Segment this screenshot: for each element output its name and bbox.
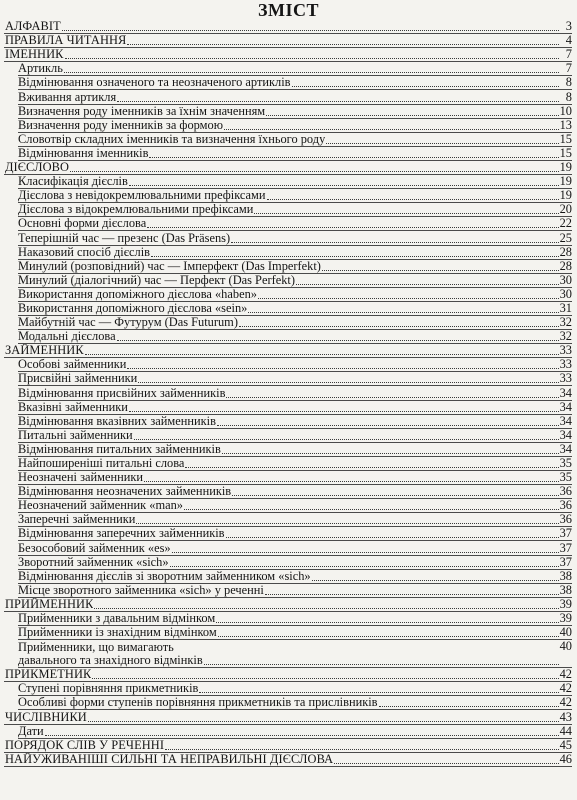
toc-entry-title: Відмінювання дієслів зі зворотним займенником «sich» <box>18 569 311 583</box>
toc-subsection-entry <box>18 119 572 133</box>
toc-page-number: 37 <box>559 540 572 555</box>
toc-page-number: 32 <box>559 315 572 330</box>
toc-entry-title: Артикль <box>18 62 63 76</box>
toc-entry-title: Визначення роду іменників за їхнім значенням <box>18 104 266 118</box>
dot-leader <box>172 551 559 553</box>
dot-leader <box>127 43 559 45</box>
toc-page-number: 7 <box>565 47 572 62</box>
toc-subsection-entry <box>18 471 572 485</box>
dot-leader <box>266 114 558 116</box>
toc-section-entry <box>4 710 572 724</box>
dot-leader <box>138 381 558 383</box>
toc-page-number: 46 <box>559 751 572 766</box>
toc-entry-title: ПРИКМЕТНИК <box>5 668 92 682</box>
toc-subsection-entry <box>18 246 572 260</box>
dot-leader <box>217 424 559 426</box>
toc-subsection-entry <box>18 274 572 288</box>
toc-subsection-entry <box>18 443 572 457</box>
toc-subsection-entry <box>18 527 572 541</box>
dot-leader <box>231 241 559 243</box>
toc-subsection-entry <box>18 62 572 76</box>
toc-page-number: 42 <box>559 695 572 710</box>
toc-page-number: 37 <box>559 554 572 569</box>
toc-page-number: 13 <box>559 117 572 132</box>
toc-entry-title: Відмінювання неозначених займенників <box>18 485 232 499</box>
toc-entry-title: ДІЄСЛОВО <box>5 161 70 175</box>
toc-entry-title: Вживання артикля <box>18 90 117 104</box>
toc-subsection-entry <box>18 231 572 245</box>
toc-entry-title: Неозначені займенники <box>18 471 143 485</box>
toc-subsection-entry <box>18 682 572 696</box>
toc-entry-title: ЧИСЛІВНИКИ <box>5 710 87 724</box>
toc-page-number: 8 <box>565 75 572 90</box>
dot-leader <box>65 57 559 59</box>
toc-page-number: 7 <box>565 61 572 76</box>
dot-leader <box>149 156 558 158</box>
toc-subsection-entry <box>18 556 572 570</box>
toc-subsection-entry <box>18 401 572 415</box>
dot-leader <box>62 29 559 31</box>
toc-entry-title: ІМЕННИК <box>5 48 64 62</box>
toc-page-number: 34 <box>559 427 572 442</box>
dot-leader <box>224 128 559 130</box>
toc-entry-title: Місце зворотного займенника «sich» у реченні <box>18 583 264 597</box>
toc-entry-title: Модальні дієслова <box>18 330 116 344</box>
toc-page-number: 33 <box>559 371 572 386</box>
dot-leader <box>267 198 559 200</box>
toc-subsection-entry <box>18 133 572 147</box>
toc-section-entry <box>4 344 572 358</box>
toc-entry-title: Словотвір складних іменників та визначення їхнього роду <box>18 132 326 146</box>
toc-entry-title: Відмінювання присвійних займенників <box>18 386 226 400</box>
toc-entry-title: Зворотний займенник «sich» <box>18 555 169 569</box>
toc-section-entry <box>4 753 572 767</box>
toc-entry-title: Визначення роду іменників за формою <box>18 118 223 132</box>
dot-leader <box>184 508 559 510</box>
dot-leader <box>248 311 558 313</box>
toc-page-number: 35 <box>559 470 572 485</box>
toc-subsection-entry <box>18 358 572 372</box>
toc-entry-title: Відмінювання питальних займенників <box>18 442 221 456</box>
toc-page-number: 15 <box>559 131 572 146</box>
toc-page-number: 15 <box>559 145 572 160</box>
dot-leader <box>129 410 559 412</box>
dot-leader <box>134 438 559 440</box>
toc-subsection-entry <box>18 429 572 443</box>
toc-subsection-entry <box>18 175 572 189</box>
toc-entry-title: Основні форми дієслова <box>18 217 147 231</box>
table-of-contents <box>4 20 572 767</box>
toc-section-entry <box>4 48 572 62</box>
toc-entry-title: Наказовий спосіб дієслів <box>18 245 151 259</box>
toc-page-number: 45 <box>559 737 572 752</box>
toc-page-number: 43 <box>559 709 572 724</box>
toc-page-number: 19 <box>559 188 572 203</box>
toc-entry-title: Минулий (розповідний) час — Імперфект (Das Imperfekt) <box>18 259 321 273</box>
toc-subsection-entry <box>18 260 572 274</box>
toc-entry-title: Класифікація дієслів <box>18 175 128 189</box>
toc-subsection-entry <box>18 76 572 90</box>
toc-page-number: 34 <box>559 385 572 400</box>
dot-leader <box>94 607 558 609</box>
toc-page-number: 33 <box>559 343 572 358</box>
dot-leader <box>92 677 558 679</box>
dot-leader <box>147 226 558 228</box>
toc-subsection-entry <box>18 302 572 316</box>
toc-page-number: 36 <box>559 484 572 499</box>
toc-subsection-entry <box>18 386 572 400</box>
toc-page-number: 32 <box>559 329 572 344</box>
toc-page-number: 8 <box>565 89 572 104</box>
toc-entry-title: Заперечні займенники <box>18 513 136 527</box>
toc-subsection-entry <box>18 316 572 330</box>
toc-entry-title: Минулий (діалогічний) час — Перфект (Das Perfekt) <box>18 273 295 287</box>
toc-page-number: 40 <box>559 625 572 640</box>
toc-subsection-entry <box>18 288 572 302</box>
dot-leader <box>165 748 559 750</box>
dot-leader <box>226 536 559 538</box>
toc-entry-title: Дієслова з невідокремлювальними префіксами <box>18 189 266 203</box>
dot-leader <box>117 100 559 102</box>
dot-leader <box>296 283 559 285</box>
toc-entry-title: Прийменники з давальним відмінком <box>18 612 216 626</box>
toc-page-number: 33 <box>559 357 572 372</box>
toc-entry-title: ПРАВИЛА ЧИТАННЯ <box>5 34 127 48</box>
toc-entry-title: Найпоширеніші питальні слова <box>18 457 185 470</box>
toc-subsection-entry <box>18 513 572 527</box>
dot-leader <box>379 705 559 707</box>
toc-section-entry <box>4 668 572 682</box>
toc-page-number: 30 <box>559 272 572 287</box>
toc-entry-title: Прийменники із знахідним відмінком <box>18 626 217 640</box>
dot-leader <box>129 184 559 186</box>
toc-page-number: 38 <box>559 568 572 583</box>
toc-section-entry <box>4 739 572 753</box>
toc-subsection-entry <box>18 725 572 739</box>
dot-leader <box>326 142 558 144</box>
toc-subsection-entry <box>18 485 572 499</box>
toc-section-entry <box>4 161 572 175</box>
toc-page-number: 37 <box>559 526 572 541</box>
toc-page-number: 4 <box>565 33 572 48</box>
toc-subsection-entry <box>18 584 572 598</box>
dot-leader <box>45 734 559 736</box>
toc-entry-title: Використання допоміжного дієслова «haben» <box>18 287 257 301</box>
toc-subsection-entry <box>18 541 572 555</box>
toc-subsection-entry <box>18 612 572 626</box>
toc-entry-title: Відмінювання означеного та неозначеного артиклів <box>18 76 291 90</box>
toc-entry-title: Безособовий займенник «es» <box>18 541 171 555</box>
dot-leader <box>117 339 559 341</box>
toc-page-number: 39 <box>559 611 572 626</box>
toc-page-number: 44 <box>559 723 572 738</box>
dot-leader <box>151 255 559 257</box>
toc-page-number: 40 <box>559 639 572 654</box>
toc-page-number: 20 <box>559 202 572 217</box>
toc-section-entry <box>4 34 572 48</box>
dot-leader <box>226 396 558 398</box>
toc-subsection-entry <box>18 330 572 344</box>
toc-entry-title: Теперішній час — презенс (Das Präsens) <box>18 231 231 245</box>
toc-page-number: 25 <box>559 230 572 245</box>
toc-page-number: 36 <box>559 498 572 513</box>
toc-subsection-entry <box>18 189 572 203</box>
toc-entry-title-line1: Прийменники, що вимагають <box>18 640 174 655</box>
dot-leader <box>88 720 559 722</box>
toc-subsection-entry <box>18 696 572 710</box>
toc-page-number: 31 <box>559 300 572 315</box>
toc-entry-title: Дати <box>18 724 44 738</box>
toc-entry-title: ПРИЙМЕННИК <box>5 597 94 611</box>
page-title: ЗМІСТ <box>258 0 319 20</box>
toc-entry-title: Відмінювання іменників <box>18 146 149 160</box>
dot-leader <box>322 269 559 271</box>
dot-leader <box>239 325 559 327</box>
dot-leader <box>218 635 559 637</box>
toc-subsection-entry <box>18 415 572 429</box>
toc-entry-title: Особливі форми ступенів порівняння прикметників та прислівників <box>18 696 378 710</box>
toc-section-entry <box>4 598 572 612</box>
toc-subsection-entry <box>18 499 572 513</box>
toc-entry-title: АЛФАВІТ <box>5 20 61 34</box>
toc-entry-title: Питальні займенники <box>18 428 133 442</box>
toc-section-entry <box>4 20 572 34</box>
toc-entry-title: ПОРЯДОК СЛІВ У РЕЧЕННІ <box>5 738 165 752</box>
toc-entry-title: НАЙУЖИВАНІШІ СИЛЬНІ ТА НЕПРАВИЛЬНІ ДІЄСЛОВА <box>5 752 334 766</box>
dot-leader <box>258 297 559 299</box>
toc-page-number: 34 <box>559 441 572 456</box>
dot-leader <box>216 621 558 623</box>
dot-leader <box>127 367 558 369</box>
dot-leader <box>334 762 558 764</box>
toc-subsection-entry <box>18 457 572 471</box>
dot-leader <box>64 71 559 73</box>
toc-entry-title-line2: давального та знахідного відмінків <box>18 653 203 668</box>
toc-page-number: 42 <box>559 667 572 682</box>
dot-leader <box>70 170 559 172</box>
dot-leader <box>85 353 559 355</box>
toc-subsection-entry <box>18 203 572 217</box>
toc-page-number: 35 <box>559 456 572 470</box>
toc-subsection-entry <box>18 626 572 640</box>
dot-leader <box>265 593 559 595</box>
toc-subsection-entry <box>18 147 572 161</box>
toc-subsection-entry <box>18 105 572 119</box>
toc-page-number: 30 <box>559 286 572 301</box>
toc-page-number: 22 <box>559 216 572 231</box>
dot-leader <box>204 663 559 665</box>
toc-page-number: 42 <box>559 681 572 696</box>
toc-page-number: 34 <box>559 399 572 414</box>
toc-entry-title: Дієслова з відокремлювальними префіксами <box>18 203 254 217</box>
toc-entry-title: Відмінювання вказівних займенників <box>18 414 216 428</box>
dot-leader <box>222 452 559 454</box>
toc-entry-title: Використання допоміжного дієслова «sein» <box>18 301 248 315</box>
dot-leader <box>292 85 560 87</box>
toc-page-number: 28 <box>559 244 572 259</box>
toc-subsection-entry <box>18 570 572 584</box>
toc-page-number: 39 <box>559 596 572 611</box>
dot-leader <box>254 212 558 214</box>
toc-entry-title: Неозначений займенник «man» <box>18 499 183 513</box>
toc-page-number: 10 <box>559 103 572 118</box>
toc-entry-title <box>18 640 203 667</box>
dot-leader <box>199 691 558 693</box>
toc-subsection-entry <box>18 217 572 231</box>
toc-entry-title: Відмінювання заперечних займенників <box>18 527 225 541</box>
toc-page-number: 38 <box>559 582 572 597</box>
dot-leader <box>185 466 558 468</box>
toc-entry-title: Ступені порівняння прикметників <box>18 682 199 696</box>
toc-entry-title: Особові займенники <box>18 358 127 372</box>
toc-entry-title: Майбутній час — Футурум (Das Futurum) <box>18 316 238 330</box>
toc-page-number: 34 <box>559 413 572 428</box>
toc-page-number: 19 <box>559 174 572 189</box>
dot-leader <box>136 522 558 524</box>
dot-leader <box>312 579 559 581</box>
toc-page-number: 3 <box>565 19 572 34</box>
dot-leader <box>170 565 559 567</box>
toc-subsection-entry <box>18 640 572 668</box>
toc-entry-title: Вказівні займенники <box>18 400 128 414</box>
toc-subsection-entry <box>18 90 572 104</box>
toc-page-number: 19 <box>559 160 572 175</box>
toc-subsection-entry <box>18 372 572 386</box>
toc-entry-title: ЗАЙМЕННИК <box>5 344 84 358</box>
toc-page-number: 28 <box>559 258 572 273</box>
toc-page-number: 36 <box>559 512 572 527</box>
dot-leader <box>144 480 559 482</box>
dot-leader <box>232 494 558 496</box>
toc-entry-title: Присвійні займенники <box>18 372 138 386</box>
